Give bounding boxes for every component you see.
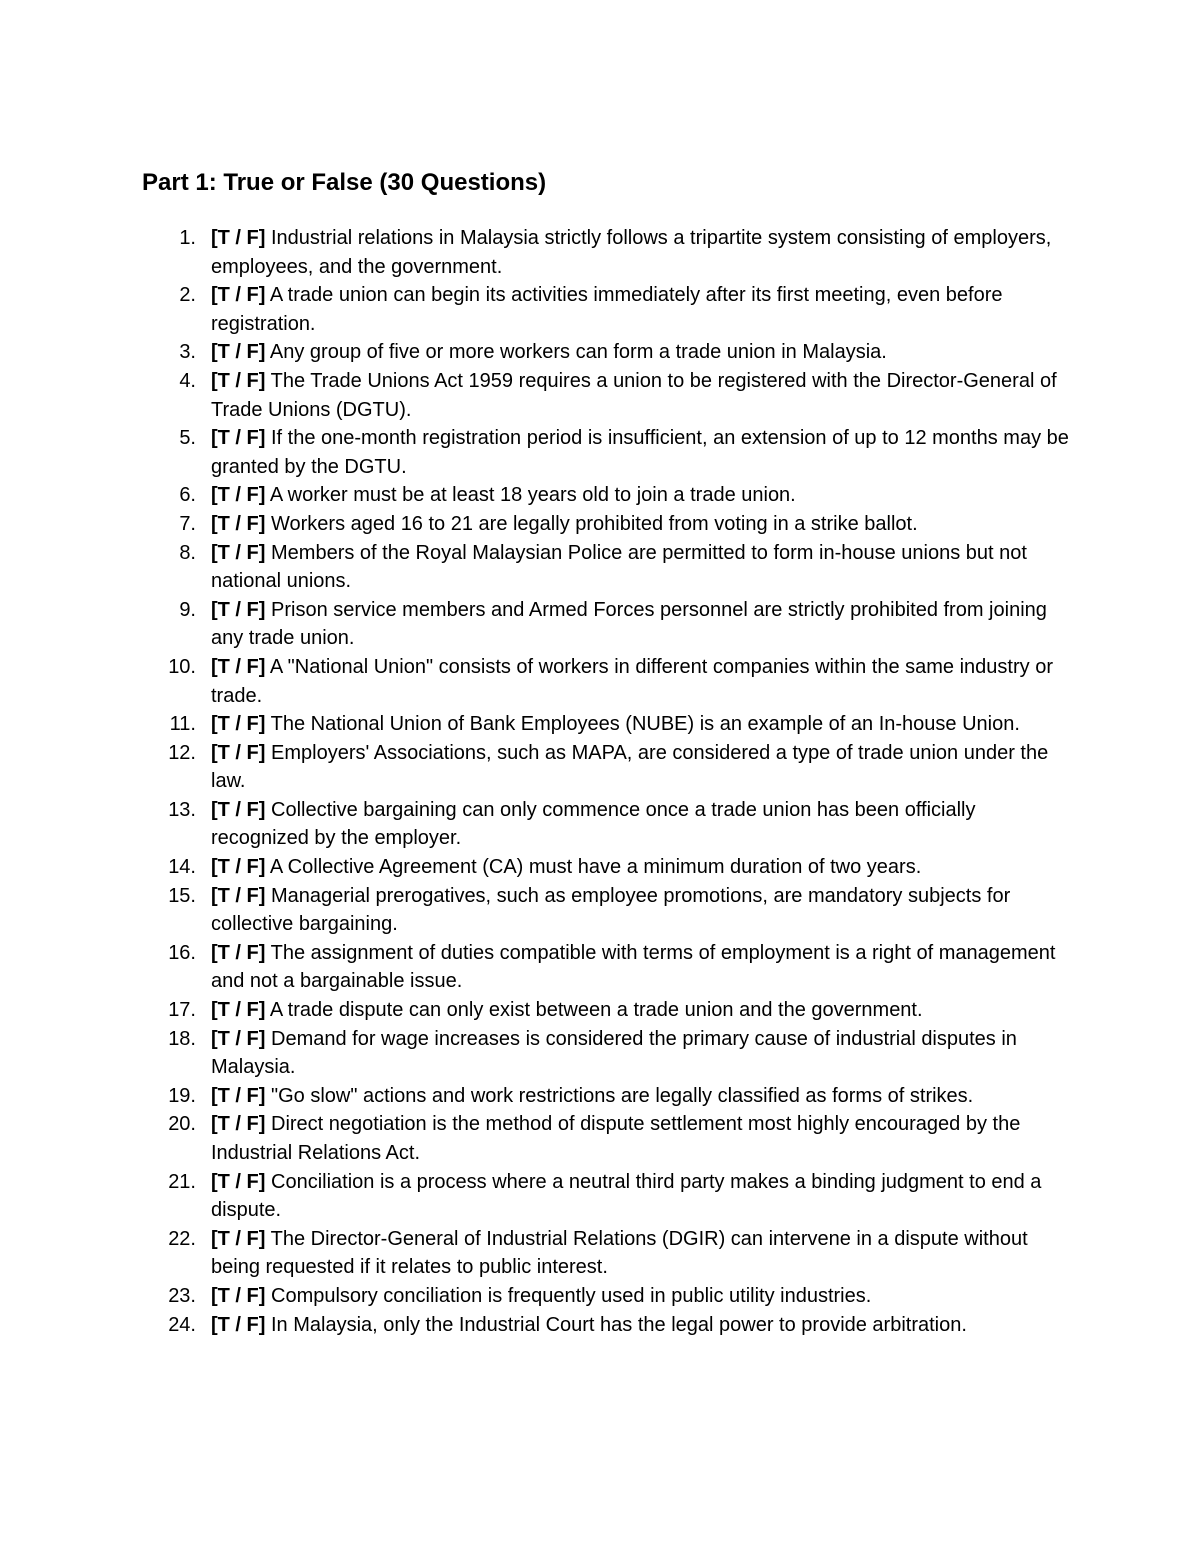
question-number: 7.	[179, 512, 196, 535]
question-item	[0, 653, 1071, 710]
question-number: 2.	[179, 284, 196, 307]
question-number: 9.	[179, 598, 196, 621]
question-number: 17.	[168, 999, 196, 1022]
question-text: Conciliation is a process where a neutral third party makes a binding judgment to end a dispute.	[211, 1170, 1042, 1222]
question-text: The assignment of duties compatible with terms of employment is a right of management and not a bargainable issue.	[211, 941, 1056, 993]
true-false-tag: [T / F]	[211, 1027, 266, 1050]
question-item	[0, 1110, 1071, 1167]
true-false-tag: [T / F]	[211, 1284, 266, 1307]
true-false-tag: [T / F]	[211, 541, 266, 564]
question-text: Industrial relations in Malaysia strictly follows a tripartite system consisting of employers, employees, and the government.	[211, 227, 1052, 278]
true-false-tag: [T / F]	[211, 427, 266, 450]
question-text: Compulsory conciliation is frequently used in public utility industries.	[271, 1284, 872, 1307]
question-text: "Go slow" actions and work restrictions are legally classified as forms of strikes.	[271, 1084, 974, 1107]
question-number: 5.	[179, 427, 196, 450]
question-text: A trade union can begin its activities immediately after its first meeting, even before registration.	[211, 284, 1003, 335]
true-false-tag: [T / F]	[211, 884, 266, 907]
true-false-tag: [T / F]	[211, 341, 266, 364]
question-number: 13.	[168, 798, 196, 821]
question-text: Workers aged 16 to 21 are legally prohibited from voting in a strike ballot.	[271, 512, 918, 535]
question-text: A Collective Agreement (CA) must have a minimum duration of two years.	[269, 856, 922, 879]
true-false-tag: [T / F]	[211, 512, 266, 535]
question-text: A worker must be at least 18 years old to join a trade union.	[269, 484, 796, 507]
true-false-tag: [T / F]	[211, 1313, 266, 1336]
question-text: Collective bargaining can only commence once a trade union has been officially recognized by the employer.	[211, 798, 976, 850]
question-text: The Director-General of Industrial Relations (DGIR) can intervene in a dispute without being requested if it relates to public interest.	[211, 1227, 1028, 1279]
question-list	[0, 224, 1200, 1339]
question-item	[0, 710, 1071, 739]
question-item	[0, 1168, 1071, 1225]
question-item	[0, 1082, 1071, 1111]
true-false-tag: [T / F]	[211, 798, 266, 821]
true-false-tag: [T / F]	[211, 484, 266, 507]
question-number: 15.	[168, 884, 196, 907]
question-text: If the one-month registration period is insufficient, an extension of up to 12 months may be granted by the DGTU.	[211, 427, 1069, 478]
question-text: In Malaysia, only the Industrial Court has the legal power to provide arbitration.	[271, 1313, 967, 1336]
true-false-tag: [T / F]	[211, 227, 266, 249]
question-number: 3.	[179, 341, 196, 364]
question-item	[0, 1025, 1071, 1082]
true-false-tag: [T / F]	[211, 655, 266, 678]
question-number: 21.	[168, 1170, 196, 1193]
question-number: 22.	[168, 1227, 196, 1250]
question-item	[0, 882, 1071, 939]
question-item	[0, 1225, 1071, 1282]
question-number: 1.	[179, 227, 196, 249]
true-false-tag: [T / F]	[211, 713, 266, 736]
question-number: 8.	[179, 541, 196, 564]
true-false-tag: [T / F]	[211, 999, 266, 1022]
question-number: 14.	[168, 856, 196, 879]
question-number: 12.	[168, 741, 196, 764]
page-title: Part 1: True or False (30 Questions)	[142, 169, 547, 196]
question-text: Demand for wage increases is considered the primary cause of industrial disputes in Malaysia.	[211, 1027, 1017, 1079]
question-number: 11.	[169, 713, 196, 736]
question-text: Direct negotiation is the method of dispute settlement most highly encouraged by the Industrial Relations Act.	[211, 1113, 1021, 1164]
true-false-tag: [T / F]	[211, 856, 266, 879]
true-false-tag: [T / F]	[211, 741, 266, 764]
true-false-tag: [T / F]	[211, 1084, 266, 1107]
true-false-tag: [T / F]	[211, 1170, 266, 1193]
question-item	[0, 510, 1071, 539]
question-text: Prison service members and Armed Forces personnel are strictly prohibited from joining any trade union.	[211, 598, 1047, 650]
question-number: 20.	[168, 1113, 196, 1136]
question-item	[0, 739, 1071, 796]
true-false-tag: [T / F]	[211, 1113, 266, 1136]
question-text: A "National Union" consists of workers in different companies within the same industry or trade.	[211, 655, 1053, 707]
question-item	[0, 424, 1071, 481]
question-item	[0, 596, 1071, 653]
question-number: 19.	[168, 1084, 196, 1107]
question-item	[0, 281, 1071, 338]
question-item	[0, 224, 1071, 281]
question-item	[0, 338, 1071, 367]
question-item	[0, 1311, 1071, 1340]
question-item	[0, 1282, 1071, 1311]
true-false-tag: [T / F]	[211, 1227, 266, 1250]
question-item	[0, 539, 1071, 596]
question-text: Members of the Royal Malaysian Police are permitted to form in-house unions but not national unions.	[211, 541, 1027, 593]
true-false-tag: [T / F]	[211, 941, 266, 964]
true-false-tag: [T / F]	[211, 369, 266, 392]
true-false-tag: [T / F]	[211, 284, 266, 307]
question-item	[0, 939, 1071, 996]
true-false-tag: [T / F]	[211, 598, 266, 621]
question-text: Employers' Associations, such as MAPA, are considered a type of trade union under the law.	[211, 741, 1049, 793]
question-item	[0, 796, 1071, 853]
question-text: A trade dispute can only exist between a trade union and the government.	[269, 999, 923, 1022]
question-number: 6.	[179, 484, 196, 507]
question-number: 23.	[168, 1284, 196, 1307]
question-text: The National Union of Bank Employees (NUBE) is an example of an In-house Union.	[270, 713, 1020, 736]
question-item	[0, 853, 1071, 882]
question-number: 10.	[168, 655, 196, 678]
question-number: 24.	[168, 1313, 196, 1336]
question-number: 4.	[179, 369, 196, 392]
question-text: The Trade Unions Act 1959 requires a union to be registered with the Director-General of Trade Unions (DGTU).	[211, 369, 1057, 421]
question-item	[0, 996, 1071, 1025]
question-item	[0, 367, 1071, 424]
question-number: 16.	[168, 941, 196, 964]
question-text: Any group of five or more workers can form a trade union in Malaysia.	[269, 341, 887, 364]
question-text: Managerial prerogatives, such as employee promotions, are mandatory subjects for collective bargaining.	[211, 884, 1011, 936]
question-item	[0, 481, 1071, 510]
question-number: 18.	[168, 1027, 196, 1050]
